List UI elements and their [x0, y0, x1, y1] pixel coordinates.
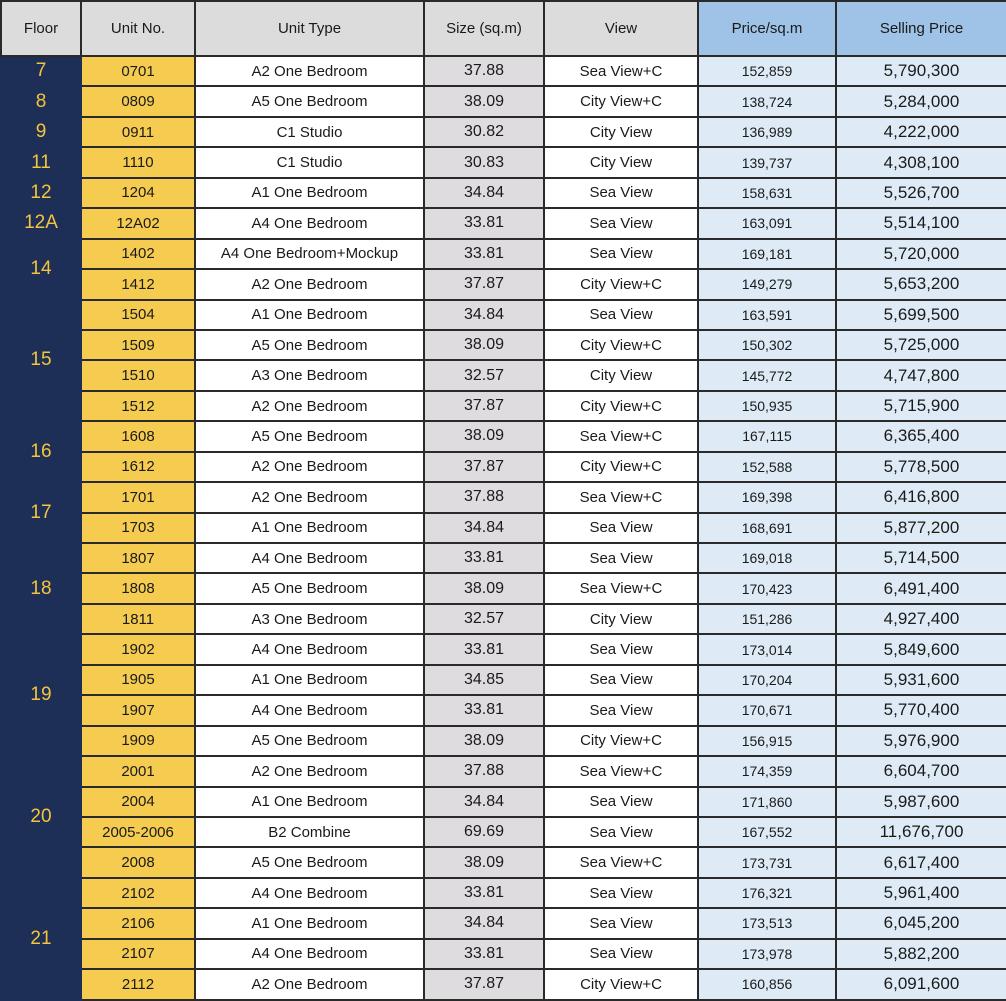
- view-cell: City View+C: [544, 969, 698, 999]
- view-cell: Sea View: [544, 634, 698, 664]
- size-cell: 38.09: [424, 86, 544, 116]
- size-cell: 30.83: [424, 147, 544, 177]
- unit-no-cell: 2106: [81, 908, 195, 938]
- unit-no-cell: 1510: [81, 360, 195, 390]
- view-cell: Sea View+C: [544, 847, 698, 877]
- selling-price-cell: 5,714,500: [836, 543, 1006, 573]
- unit-type-cell: A3 One Bedroom: [195, 604, 424, 634]
- unit-type-cell: A1 One Bedroom: [195, 513, 424, 543]
- selling-price-cell: 5,976,900: [836, 726, 1006, 756]
- unit-no-cell: 1902: [81, 634, 195, 664]
- selling-price-cell: 4,308,100: [836, 147, 1006, 177]
- price-per-sqm-cell: 152,588: [698, 452, 836, 482]
- price-per-sqm-cell: 150,302: [698, 330, 836, 360]
- size-cell: 33.81: [424, 695, 544, 725]
- price-per-sqm-cell: 167,115: [698, 421, 836, 451]
- unit-type-cell: A4 One Bedroom: [195, 695, 424, 725]
- view-cell: City View: [544, 147, 698, 177]
- view-cell: Sea View+C: [544, 421, 698, 451]
- price-per-sqm-cell: 168,691: [698, 513, 836, 543]
- unit-type-cell: A1 One Bedroom: [195, 665, 424, 695]
- table-row: [1, 391, 1006, 421]
- view-cell: Sea View: [544, 817, 698, 847]
- selling-price-cell: 6,491,400: [836, 573, 1006, 603]
- floor-cell: 20: [1, 756, 81, 878]
- unit-no-cell: 1512: [81, 391, 195, 421]
- view-cell: Sea View: [544, 239, 698, 269]
- size-cell: 34.84: [424, 300, 544, 330]
- selling-price-cell: 5,526,700: [836, 178, 1006, 208]
- unit-no-cell: 0911: [81, 117, 195, 147]
- size-cell: 37.87: [424, 391, 544, 421]
- unit-type-cell: A1 One Bedroom: [195, 300, 424, 330]
- unit-type-cell: A2 One Bedroom: [195, 969, 424, 999]
- size-cell: 38.09: [424, 726, 544, 756]
- view-cell: City View+C: [544, 86, 698, 116]
- unit-no-cell: 2107: [81, 939, 195, 969]
- unit-type-cell: A2 One Bedroom: [195, 452, 424, 482]
- unit-no-cell: 2001: [81, 756, 195, 786]
- selling-price-cell: 5,653,200: [836, 269, 1006, 299]
- table-row: [1, 756, 1006, 786]
- size-cell: 34.84: [424, 178, 544, 208]
- price-per-sqm-cell: 176,321: [698, 878, 836, 908]
- size-cell: 34.84: [424, 908, 544, 938]
- table-row: [1, 239, 1006, 269]
- size-cell: 34.85: [424, 665, 544, 695]
- table-row: [1, 939, 1006, 969]
- selling-price-cell: 6,365,400: [836, 421, 1006, 451]
- unit-no-cell: 1504: [81, 300, 195, 330]
- price-per-sqm-cell: 145,772: [698, 360, 836, 390]
- table-row: [1, 513, 1006, 543]
- size-cell: 33.81: [424, 634, 544, 664]
- view-cell: Sea View: [544, 178, 698, 208]
- price-per-sqm-cell: 169,181: [698, 239, 836, 269]
- view-cell: Sea View: [544, 208, 698, 238]
- unit-no-cell: 1907: [81, 695, 195, 725]
- view-cell: Sea View: [544, 908, 698, 938]
- header-size: Size (sq.m): [424, 1, 544, 56]
- price-per-sqm-cell: 138,724: [698, 86, 836, 116]
- selling-price-cell: 4,747,800: [836, 360, 1006, 390]
- selling-price-cell: 6,604,700: [836, 756, 1006, 786]
- selling-price-cell: 6,091,600: [836, 969, 1006, 999]
- selling-price-cell: 6,617,400: [836, 847, 1006, 877]
- selling-price-cell: 4,927,400: [836, 604, 1006, 634]
- unit-no-cell: 2005-2006: [81, 817, 195, 847]
- unit-type-cell: A4 One Bedroom: [195, 208, 424, 238]
- size-cell: 34.84: [424, 513, 544, 543]
- unit-type-cell: A2 One Bedroom: [195, 391, 424, 421]
- floor-cell: 9: [1, 117, 81, 147]
- unit-type-cell: A2 One Bedroom: [195, 269, 424, 299]
- floor-cell: 19: [1, 634, 81, 756]
- view-cell: City View+C: [544, 452, 698, 482]
- header-floor: Floor: [1, 1, 81, 56]
- selling-price-cell: 5,987,600: [836, 787, 1006, 817]
- floor-cell: 21: [1, 878, 81, 1000]
- table-row: [1, 421, 1006, 451]
- price-per-sqm-cell: 171,860: [698, 787, 836, 817]
- unit-type-cell: A5 One Bedroom: [195, 421, 424, 451]
- unit-no-cell: 1204: [81, 178, 195, 208]
- unit-no-cell: 1703: [81, 513, 195, 543]
- unit-no-cell: 1612: [81, 452, 195, 482]
- view-cell: City View: [544, 117, 698, 147]
- size-cell: 32.57: [424, 604, 544, 634]
- table-row: [1, 452, 1006, 482]
- floor-cell: 15: [1, 300, 81, 422]
- table-row: [1, 878, 1006, 908]
- view-cell: Sea View+C: [544, 482, 698, 512]
- table-row: [1, 56, 1006, 86]
- table-row: [1, 330, 1006, 360]
- size-cell: 37.87: [424, 269, 544, 299]
- unit-type-cell: A4 One Bedroom: [195, 939, 424, 969]
- selling-price-cell: 5,284,000: [836, 86, 1006, 116]
- size-cell: 38.09: [424, 421, 544, 451]
- size-cell: 33.81: [424, 878, 544, 908]
- unit-no-cell: 0809: [81, 86, 195, 116]
- table-row: [1, 817, 1006, 847]
- view-cell: Sea View: [544, 665, 698, 695]
- price-per-sqm-cell: 163,591: [698, 300, 836, 330]
- unit-type-cell: A1 One Bedroom: [195, 787, 424, 817]
- price-per-sqm-cell: 152,859: [698, 56, 836, 86]
- unit-no-cell: 1909: [81, 726, 195, 756]
- price-per-sqm-cell: 151,286: [698, 604, 836, 634]
- size-cell: 33.81: [424, 543, 544, 573]
- selling-price-cell: 4,222,000: [836, 117, 1006, 147]
- unit-no-cell: 1807: [81, 543, 195, 573]
- selling-price-cell: 5,770,400: [836, 695, 1006, 725]
- floor-cell: 14: [1, 239, 81, 300]
- unit-type-cell: A5 One Bedroom: [195, 330, 424, 360]
- selling-price-cell: 6,416,800: [836, 482, 1006, 512]
- view-cell: Sea View: [544, 939, 698, 969]
- size-cell: 38.09: [424, 330, 544, 360]
- header-view: View: [544, 1, 698, 56]
- size-cell: 33.81: [424, 239, 544, 269]
- floor-cell: 12: [1, 178, 81, 208]
- unit-no-cell: 1110: [81, 147, 195, 177]
- table-row: [1, 969, 1006, 999]
- unit-type-cell: A5 One Bedroom: [195, 86, 424, 116]
- selling-price-cell: 5,715,900: [836, 391, 1006, 421]
- size-cell: 37.88: [424, 756, 544, 786]
- table-row: [1, 908, 1006, 938]
- price-per-sqm-cell: 170,423: [698, 573, 836, 603]
- table-row: [1, 178, 1006, 208]
- price-per-sqm-cell: 173,731: [698, 847, 836, 877]
- price-per-sqm-cell: 149,279: [698, 269, 836, 299]
- size-cell: 37.87: [424, 452, 544, 482]
- selling-price-cell: 5,725,000: [836, 330, 1006, 360]
- price-per-sqm-cell: 173,014: [698, 634, 836, 664]
- header-selling-price: Selling Price: [836, 1, 1006, 56]
- unit-type-cell: A4 One Bedroom: [195, 634, 424, 664]
- table-row: [1, 634, 1006, 664]
- price-per-sqm-cell: 158,631: [698, 178, 836, 208]
- selling-price-cell: 6,045,200: [836, 908, 1006, 938]
- price-per-sqm-cell: 160,856: [698, 969, 836, 999]
- price-per-sqm-cell: 167,552: [698, 817, 836, 847]
- table-row: [1, 726, 1006, 756]
- price-per-sqm-cell: 170,204: [698, 665, 836, 695]
- price-per-sqm-cell: 173,978: [698, 939, 836, 969]
- size-cell: 69.69: [424, 817, 544, 847]
- selling-price-cell: 5,699,500: [836, 300, 1006, 330]
- unit-type-cell: A2 One Bedroom: [195, 756, 424, 786]
- size-cell: 32.57: [424, 360, 544, 390]
- unit-no-cell: 1509: [81, 330, 195, 360]
- view-cell: Sea View+C: [544, 56, 698, 86]
- selling-price-cell: 5,931,600: [836, 665, 1006, 695]
- unit-no-cell: 1412: [81, 269, 195, 299]
- table-row: [1, 86, 1006, 116]
- selling-price-cell: 11,676,700: [836, 817, 1006, 847]
- unit-no-cell: 1905: [81, 665, 195, 695]
- view-cell: City View+C: [544, 726, 698, 756]
- price-per-sqm-cell: 150,935: [698, 391, 836, 421]
- size-cell: 33.81: [424, 208, 544, 238]
- selling-price-cell: 5,514,100: [836, 208, 1006, 238]
- view-cell: City View: [544, 360, 698, 390]
- table-row: [1, 695, 1006, 725]
- price-per-sqm-cell: 174,359: [698, 756, 836, 786]
- selling-price-cell: 5,720,000: [836, 239, 1006, 269]
- table-row: [1, 147, 1006, 177]
- unit-type-cell: A5 One Bedroom: [195, 573, 424, 603]
- floor-cell: 11: [1, 147, 81, 177]
- price-per-sqm-cell: 136,989: [698, 117, 836, 147]
- view-cell: City View+C: [544, 269, 698, 299]
- unit-type-cell: A4 One Bedroom: [195, 878, 424, 908]
- view-cell: Sea View: [544, 787, 698, 817]
- size-cell: 34.84: [424, 787, 544, 817]
- selling-price-cell: 5,790,300: [836, 56, 1006, 86]
- table-row: [1, 543, 1006, 573]
- floor-cell: 7: [1, 56, 81, 86]
- unit-type-cell: A2 One Bedroom: [195, 482, 424, 512]
- size-cell: 38.09: [424, 847, 544, 877]
- view-cell: Sea View: [544, 543, 698, 573]
- unit-type-cell: A5 One Bedroom: [195, 847, 424, 877]
- selling-price-cell: 5,877,200: [836, 513, 1006, 543]
- size-cell: 37.88: [424, 482, 544, 512]
- unit-no-cell: 2102: [81, 878, 195, 908]
- price-per-sqm-cell: 156,915: [698, 726, 836, 756]
- unit-no-cell: 2112: [81, 969, 195, 999]
- unit-type-cell: C1 Studio: [195, 147, 424, 177]
- size-cell: 33.81: [424, 939, 544, 969]
- selling-price-cell: 5,778,500: [836, 452, 1006, 482]
- size-cell: 37.87: [424, 969, 544, 999]
- floor-cell: 17: [1, 482, 81, 543]
- unit-no-cell: 12A02: [81, 208, 195, 238]
- table-row: [1, 117, 1006, 147]
- view-cell: Sea View: [544, 513, 698, 543]
- unit-no-cell: 2008: [81, 847, 195, 877]
- table-row: [1, 573, 1006, 603]
- unit-type-cell: A1 One Bedroom: [195, 178, 424, 208]
- price-per-sqm-cell: 169,018: [698, 543, 836, 573]
- table-row: [1, 665, 1006, 695]
- selling-price-cell: 5,961,400: [836, 878, 1006, 908]
- price-per-sqm-cell: 173,513: [698, 908, 836, 938]
- table-body: [1, 56, 1006, 1000]
- unit-type-cell: C1 Studio: [195, 117, 424, 147]
- table-row: [1, 360, 1006, 390]
- table-row: [1, 300, 1006, 330]
- unit-no-cell: 2004: [81, 787, 195, 817]
- unit-type-cell: A4 One Bedroom: [195, 543, 424, 573]
- header-price-per-sqm: Price/sq.m: [698, 1, 836, 56]
- unit-type-cell: A2 One Bedroom: [195, 56, 424, 86]
- selling-price-cell: 5,849,600: [836, 634, 1006, 664]
- header-unit-type: Unit Type: [195, 1, 424, 56]
- view-cell: City View: [544, 604, 698, 634]
- floor-cell: 16: [1, 421, 81, 482]
- table-row: [1, 787, 1006, 817]
- table-row: [1, 482, 1006, 512]
- floor-cell: 8: [1, 86, 81, 116]
- unit-type-cell: B2 Combine: [195, 817, 424, 847]
- table-row: [1, 604, 1006, 634]
- unit-type-cell: A3 One Bedroom: [195, 360, 424, 390]
- price-per-sqm-cell: 163,091: [698, 208, 836, 238]
- view-cell: City View+C: [544, 391, 698, 421]
- table-row: [1, 847, 1006, 877]
- table-row: [1, 208, 1006, 238]
- unit-no-cell: 1811: [81, 604, 195, 634]
- size-cell: 37.88: [424, 56, 544, 86]
- unit-no-cell: 1701: [81, 482, 195, 512]
- unit-no-cell: 1808: [81, 573, 195, 603]
- unit-type-cell: A1 One Bedroom: [195, 908, 424, 938]
- unit-no-cell: 1608: [81, 421, 195, 451]
- unit-no-cell: 1402: [81, 239, 195, 269]
- view-cell: Sea View: [544, 695, 698, 725]
- price-per-sqm-cell: 170,671: [698, 695, 836, 725]
- floor-cell: 12A: [1, 208, 81, 238]
- view-cell: Sea View+C: [544, 573, 698, 603]
- view-cell: City View+C: [544, 330, 698, 360]
- unit-no-cell: 0701: [81, 56, 195, 86]
- size-cell: 30.82: [424, 117, 544, 147]
- header-row: [1, 1, 1006, 56]
- size-cell: 38.09: [424, 573, 544, 603]
- unit-type-cell: A5 One Bedroom: [195, 726, 424, 756]
- price-per-sqm-cell: 139,737: [698, 147, 836, 177]
- view-cell: Sea View+C: [544, 756, 698, 786]
- view-cell: Sea View: [544, 878, 698, 908]
- selling-price-cell: 5,882,200: [836, 939, 1006, 969]
- unit-type-cell: A4 One Bedroom+Mockup: [195, 239, 424, 269]
- price-per-sqm-cell: 169,398: [698, 482, 836, 512]
- table-row: [1, 269, 1006, 299]
- floor-cell: 18: [1, 543, 81, 634]
- view-cell: Sea View: [544, 300, 698, 330]
- header-unit-no: Unit No.: [81, 1, 195, 56]
